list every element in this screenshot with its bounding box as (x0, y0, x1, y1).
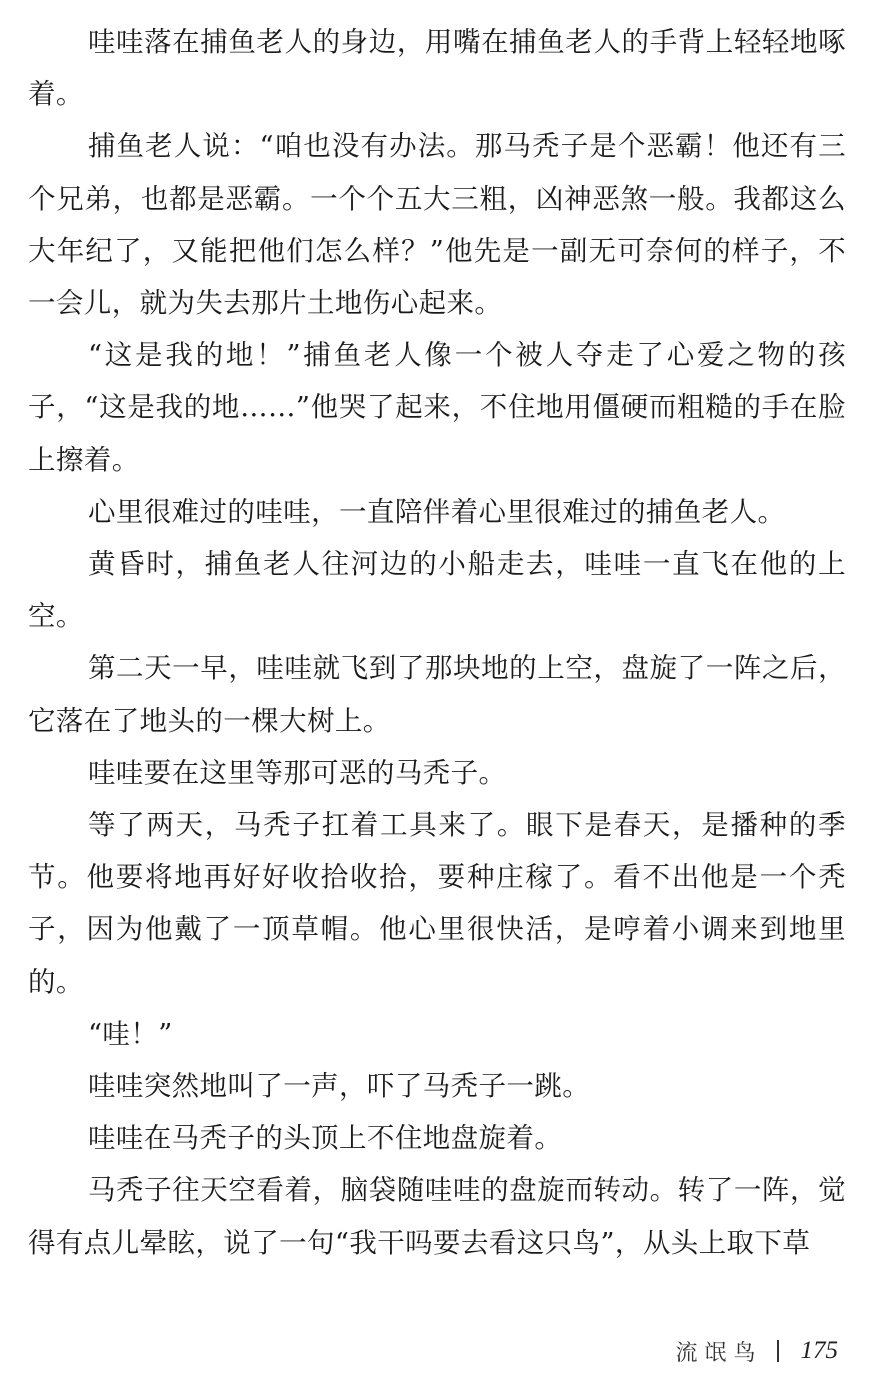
body-text (28, 16, 846, 1269)
page-number: 175 (800, 1337, 838, 1364)
paragraph: 哇哇要在这里等那可恶的马秃子。 (87, 756, 507, 789)
paragraph: 心里很难过的哇哇，一直陪伴着心里很难过的捕鱼老人。 (87, 495, 786, 528)
paragraph: 哇哇在马秃子的头顶上不住地盘旋着。 (87, 1122, 563, 1155)
page-footer (675, 1329, 838, 1373)
footer-divider (777, 1340, 779, 1362)
paragraph: 第二天一早，哇哇就飞到了那块地的上空，盘旋了一阵之后，它落在了地头的一棵大树上。 (28, 652, 846, 737)
paragraph: 等了两天，马秃子扛着工具来了。眼下是春天，是播种的季节。他要将地再好好收拾收拾，要种庄稼了。看不出他是一个秃子，因为他戴了一顶草帽。他心里很快活，是哼着小调来到地里的。 (28, 809, 846, 998)
paragraph: 黄昏时，捕鱼老人往河边的小船走去，哇哇一直飞在他的上空。 (28, 548, 846, 633)
paragraph: 哇哇落在捕鱼老人的身边，用嘴在捕鱼老人的手背上轻轻地啄着。 (28, 26, 846, 111)
paragraph: “这是我的地！”捕鱼老人像一个被人夺走了心爱之物的孩子，“这是我的地……”他哭了起来，不住地用僵硬而粗糙的手在脸上擦着。 (28, 339, 846, 476)
paragraph: 捕鱼老人说：“咱也没有办法。那马秃子是个恶霸！他还有三个兄弟，也都是恶霸。一个个五大三粗，凶神恶煞一般。我都这么大年纪了，又能把他们怎么样？”他先是一副无可奈何的样子，不一会儿，就为失去那片土地伤心起来。 (28, 130, 846, 320)
paragraph: “哇！” (87, 1017, 173, 1050)
paragraph: 马秃子往天空看着，脑袋随哇哇的盘旋而转动。转了一阵，觉得有点儿晕眩，说了一句“我干吗要去看这只鸟”，从头上取下草 (28, 1174, 846, 1259)
running-title: 流氓鸟 (675, 1340, 763, 1366)
paragraph: 哇哇突然地叫了一声，吓了马秃子一跳。 (87, 1070, 591, 1103)
